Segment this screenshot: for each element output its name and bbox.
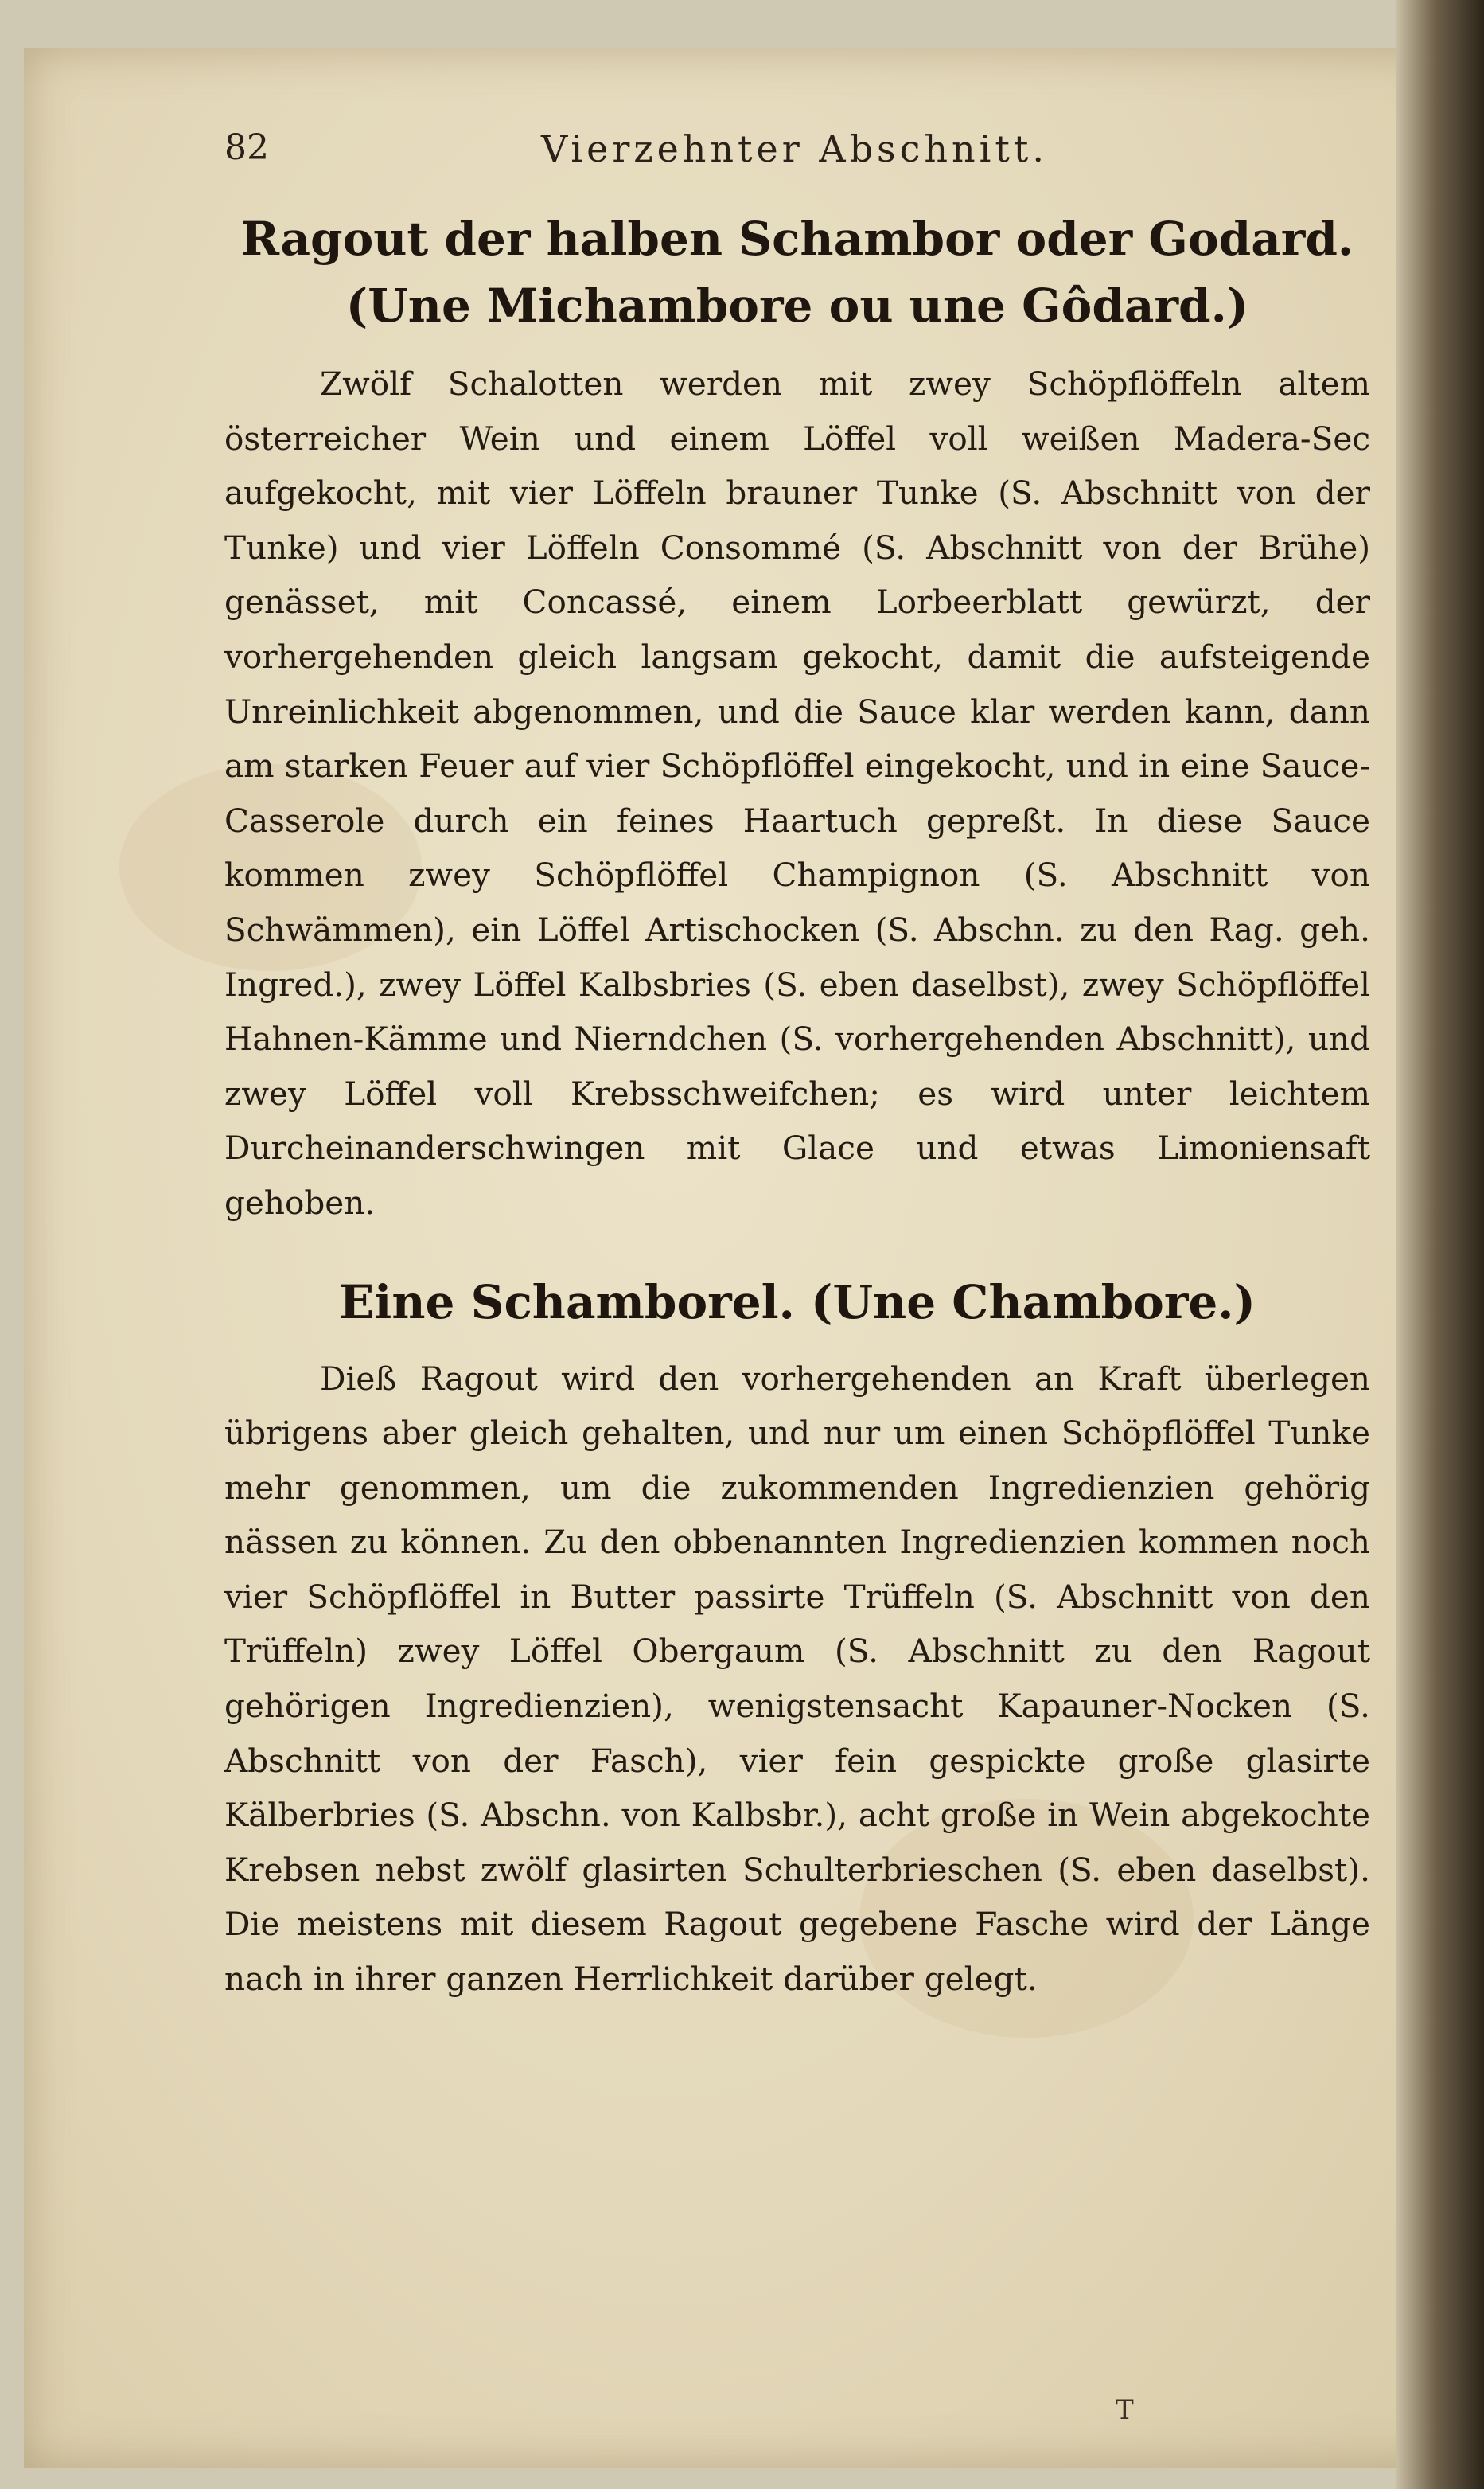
chapter-title: Vierzehnter Abschnitt.	[541, 127, 1048, 170]
signature-mark: T	[1116, 2394, 1134, 2426]
section-paragraph: Zwölf Schalotten werden mit zwey Schöpflöffeln altem österreicher Wein und einem Löffel voll weißen Madera-Sec aufgekocht, mit vier Löffeln brauner Tunke (S. Abschnitt von der Tunke) und vier Löffeln Consommé (S. Abschnitt von der Brühe) genässet, mit Concassé, einem Lorbeerblatt gewürzt, der vorhergehenden gleich langsam gekocht, damit die aufsteigende Unreinlichkeit abgenommen, und die Sauce klar werden kann, dann am starken Feuer auf vier Schöpflöffel eingekocht, und in eine Sauce-Casserole durch ein feines Haartuch gepreßt. In diese Sauce kommen zwey Schöpflöffel Champignon (S. Abschnitt von Schwämmen), ein Löffel Artischocken (S. Abschn. zu den Rag. geh. Ingred.), zwey Löffel Kalbsbries (S. eben daselbst), zwey Schöpflöffel Hahnen-Kämme und Nierndchen (S. vorhergehenden Abschnitt), und zwey Löffel voll Krebsschweifchen; es wird unter leichtem Durcheinanderschwingen mit Glace und etwas Limoniensaft gehoben.	[224, 365, 1370, 1222]
book-spine	[1396, 0, 1484, 2489]
page-number: 82	[224, 127, 269, 168]
running-head	[224, 127, 1370, 183]
text-block	[224, 205, 1370, 2007]
section-schamborel	[224, 1269, 1370, 2007]
section-heading: Eine Schamborel. (Une Chambore.)	[339, 1274, 1256, 1329]
section-ragout-godard	[224, 205, 1370, 1231]
section-heading: Ragout der halben Schambor oder Godard. (Une Michambore ou une Gôdard.)	[240, 212, 1354, 333]
section-paragraph: Dieß Ragout wird den vorhergehenden an Kraft überlegen übrigens aber gleich gehalten, und nur um einen Schöpflöffel Tunke mehr genommen, um die zukommenden Ingredienzien gehörig nässen zu können. Zu den obbenannten Ingredienzien kommen noch vier Schöpflöffel in Butter passirte Trüffeln (S. Abschnitt von den Trüffeln) zwey Löffel Obergaum (S. Abschnitt zu den Ragout gehörigen Ingredienzien), wenigstensacht Kapauner-Nocken (S. Abschnitt von der Fasch), vier fein gespickte große glasirte Kälberbries (S. Abschn. von Kalbsbr.), acht große in Wein abgekochte Krebsen nebst zwölf glasirten Schulterbrieschen (S. eben daselbst). Die meistens mit diesem Ragout gegebene Fasche wird der Länge nach in ihrer ganzen Herrlichkeit darüber gelegt.	[224, 1359, 1370, 1999]
